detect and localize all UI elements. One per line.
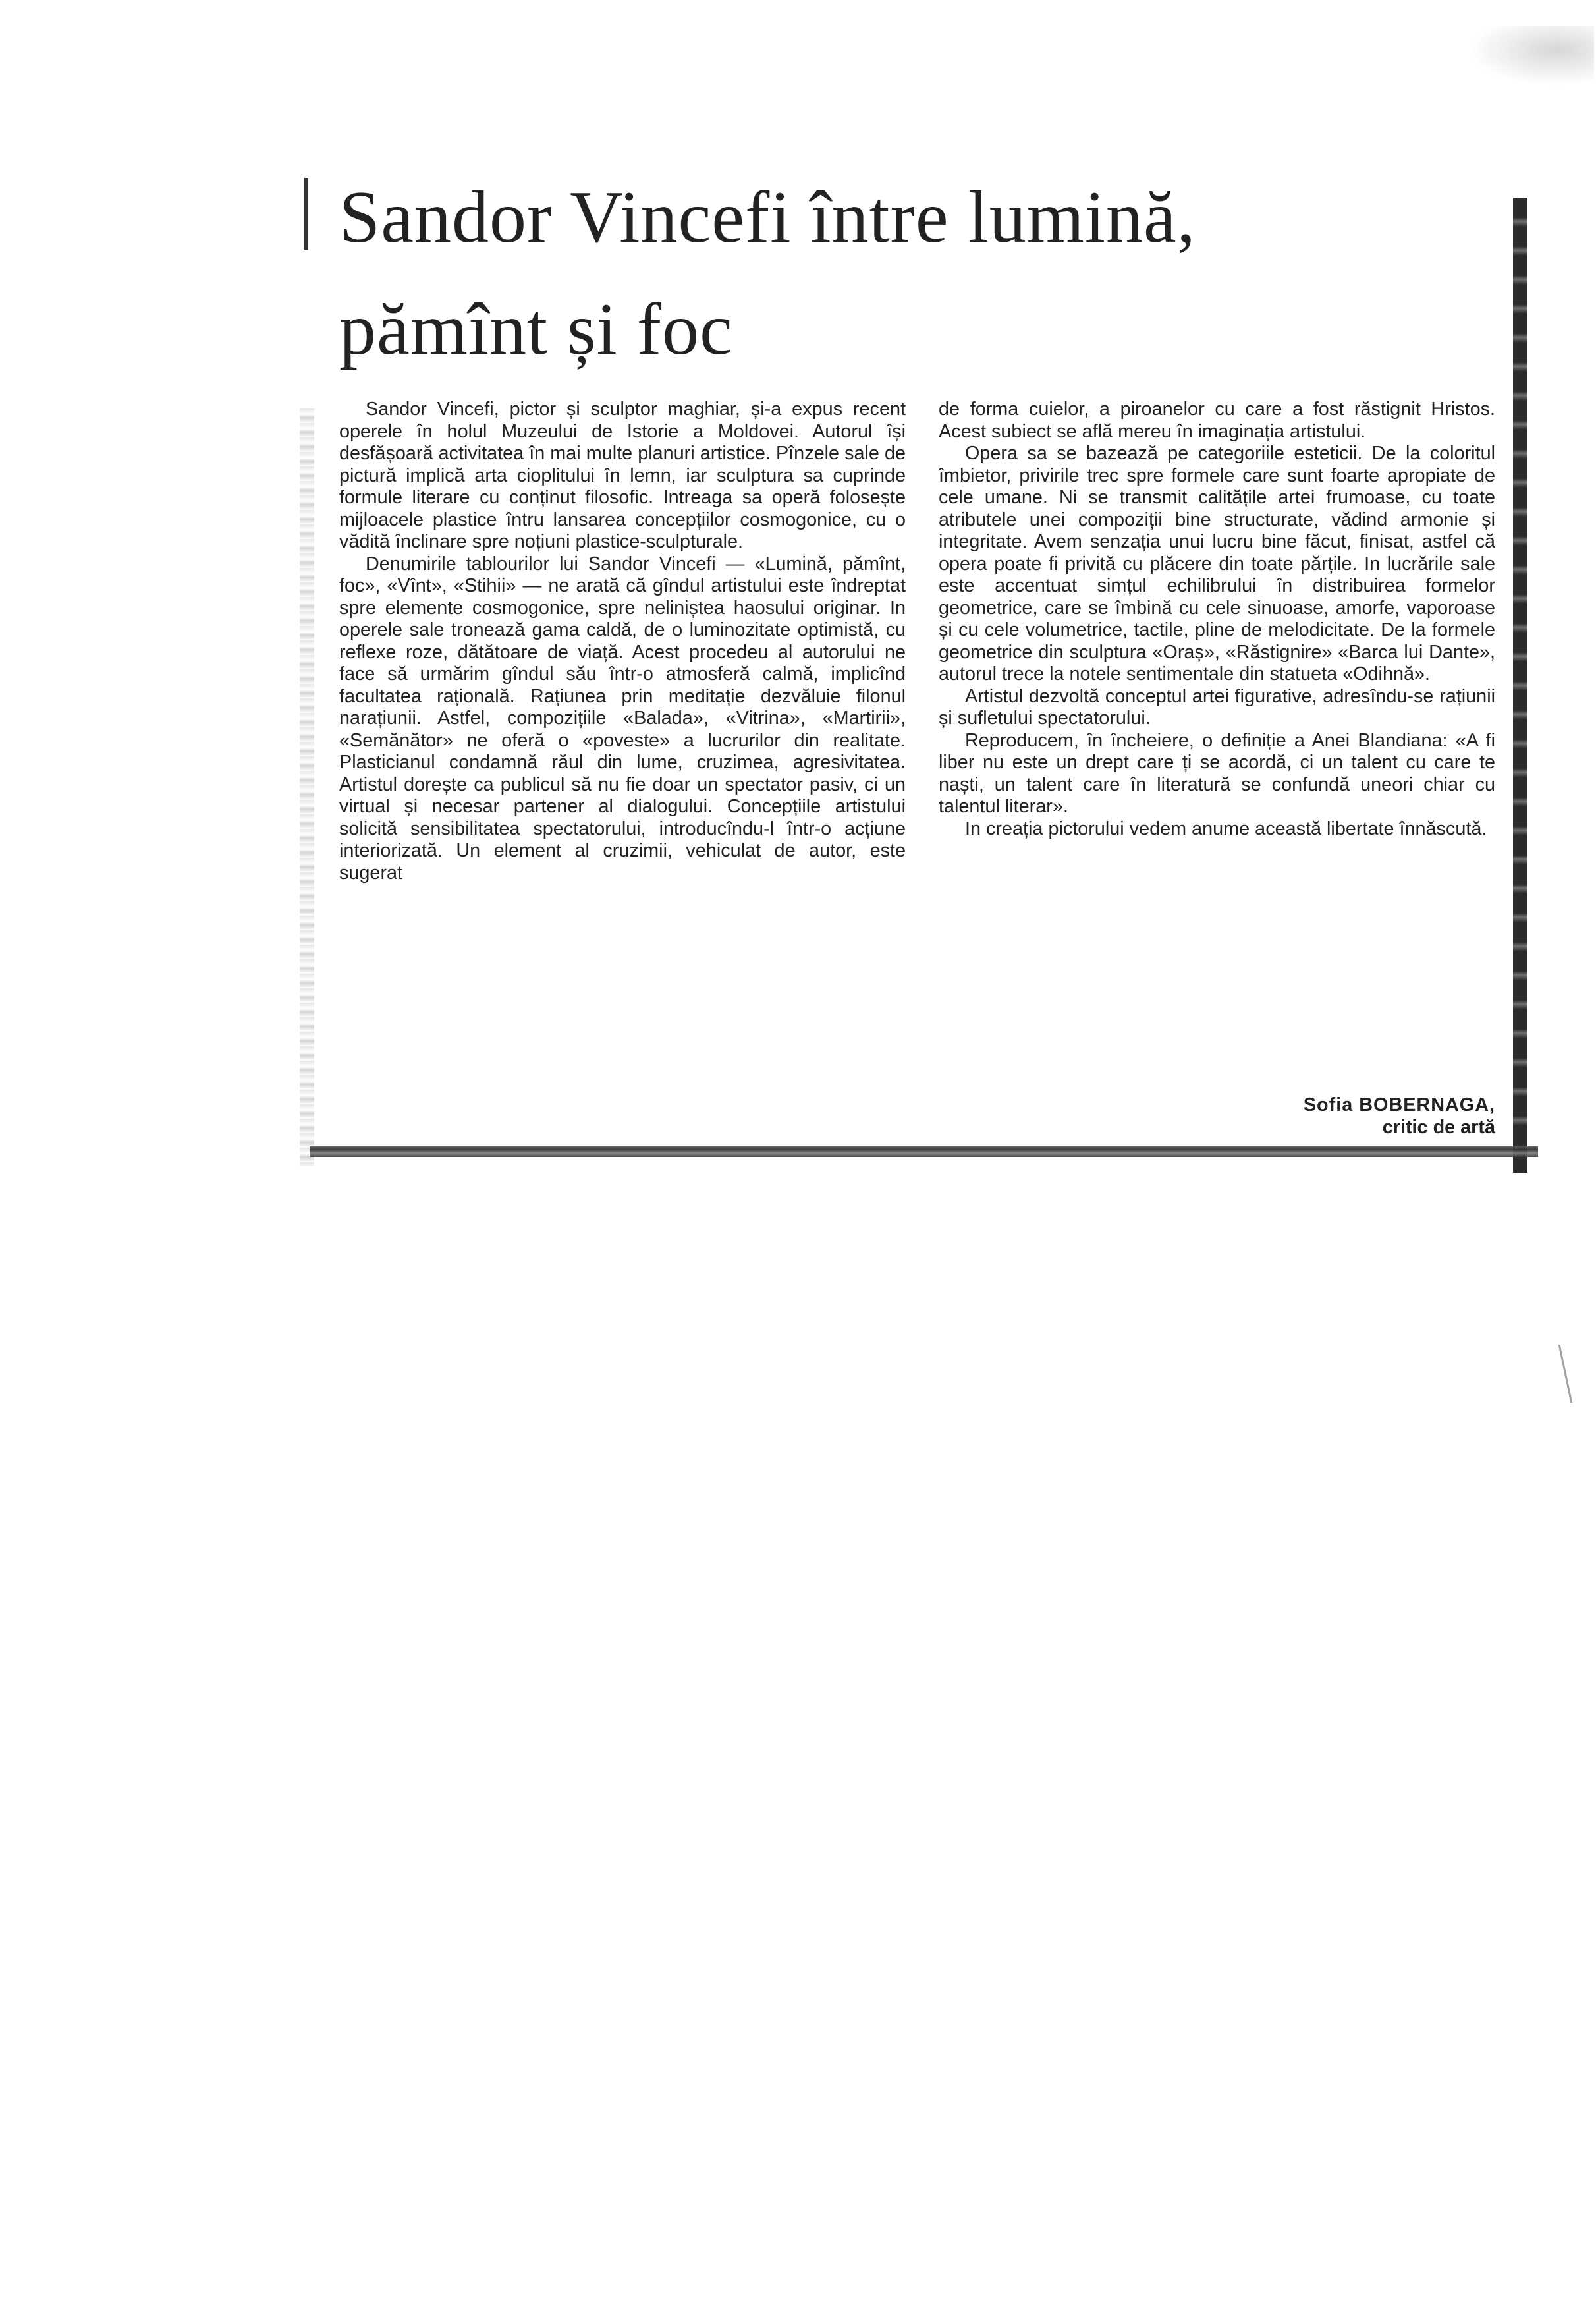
author-name: Sofia BOBERNAGA, (1303, 1094, 1495, 1115)
article-column-left (339, 399, 906, 884)
headline-line-1: Sandor Vincefi între lumină, (339, 177, 1196, 258)
author-signature (939, 1094, 1495, 1139)
left-paragraph-1: Sandor Vincefi, pictor și sculptor maghiar, și-a expus recent operele în holul Muzeului de Istorie a Moldovei. Autorul își desfășoară activitatea în mai multe planuri artistice. Pînzele sale de pictură implică arta cioplitului în lemn, iar sculptura sa cuprinde formule literare cu conținut filosofic. Intreaga sa operă folosește mijloacele plastice întru lansarea concepțiilor cosmogonice, cu o vădită înclinare spre noțiuni plastice-sculpturale. (339, 399, 906, 552)
article-column-right (939, 399, 1495, 840)
left-paragraph-2: Denumirile tablourilor lui Sandor Vincefi — «Lumină, pămînt, foc», «Vînt», «Stihii» — ne arată că gîndul artistului este îndreptat spre elemente cosmogonice, spre neliniștea haosului originar. In operele sale tronează gama caldă, de o luminozitate optimistă, cu reflexe roze, dătătoare de viață. Acest procedeu al autorului ne face să urmărim gîndul său într-o atmosferă calmă, implicînd facultatea rațională. Rațiunea prin meditație dezvăluie filonul narațiunii. Astfel, compozițiile «Balada», «Vitrina», «Martirii», «Semănător» ne oferă o «poveste» a lucrurilor din realitate. Plasticianul condamnă răul din lume, cruzimea, agresivitatea. Artistul dorește ca publicul să nu fie doar un spectator pasiv, ci un virtual și necesar partener al dialogului. Concepțiile artistului solicită sensibilitatea spectatorului, introducîndu-l într-o acțiune interiorizată. Un element al cruzimii, vehiculat de autor, este sugerat (339, 553, 906, 884)
clipping-bottom-rule (310, 1146, 1538, 1157)
title-margin-mark (304, 178, 308, 250)
right-paragraph-1: de forma cuielor, a piroanelor cu care a fost răstignit Hristos. Acest subiect se află mereu în imaginația artistului. (939, 399, 1495, 442)
scan-scratch-mark (1558, 1345, 1573, 1403)
right-paragraph-3: Artistul dezvoltă conceptul artei figurative, adresîndu-se rațiunii și sufletului spectatorului. (939, 685, 1495, 729)
headline-line-2: pămînt și foc (339, 289, 733, 370)
scan-corner-smudge (1469, 26, 1594, 86)
author-role: critic de artă (1382, 1117, 1495, 1138)
article-headline (339, 161, 1499, 385)
right-paragraph-5: In creația pictorului vedem anume această libertate înnăscută. (965, 818, 1487, 839)
clipping-left-edge (300, 408, 314, 1166)
right-paragraph-4: Reproducem, în încheiere, o definiție a Anei Blandiana: «A fi liber nu este un drept care ți se acordă, ci un talent cu care te naști, un talent care în literatură se confundă uneori chiar cu talentul literar». (939, 729, 1495, 817)
clipping-right-edge (1513, 198, 1527, 1173)
right-paragraph-2: Opera sa se bazează pe categoriile esteticii. De la coloritul îmbietor, privirile trec spre formele care sunt foarte apropiate de cele umane. Ni se transmit calitățile artei frumoase, cu toate atributele unei compoziții bine structurate, vădind armonie și integritate. Avem senzația unui lucru bine făcut, finisat, astfel că opera poate fi privită cu plăcere din toate părțile. In lucrările sale este accentuat simțul echilibrului în distribuirea formelor geometrice, care se îmbină cu cele sinuoase, amorfe, vaporoase și cu cele volumetrice, tactile, pline de melodicitate. De la formele geometrice din sculptura «Oraș», «Răstignire» «Barca lui Dante», autorul trece la notele sentimentale din statueta «Odihnă». (939, 443, 1495, 685)
